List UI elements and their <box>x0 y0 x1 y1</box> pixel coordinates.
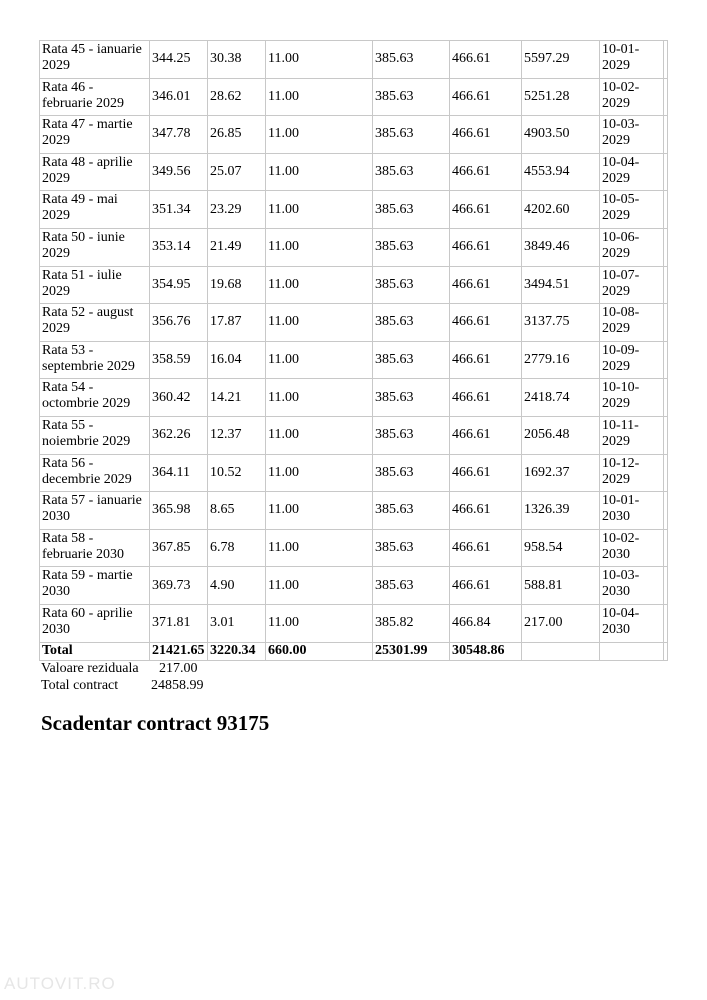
cell-c5: 466.61 <box>450 41 522 79</box>
total-c1: 21421.65 <box>150 642 208 660</box>
cell-label: Rata 52 - august 2029 <box>40 304 150 342</box>
cell-date: 10-02-2030 <box>600 529 664 567</box>
table-row <box>40 341 668 379</box>
table-row <box>40 266 668 304</box>
cell-c5: 466.61 <box>450 379 522 417</box>
cell-c4: 385.63 <box>373 379 450 417</box>
cell-c1: 346.01 <box>150 78 208 116</box>
table-row <box>40 304 668 342</box>
cell-c6: 5251.28 <box>522 78 600 116</box>
cell-date: 10-01-2030 <box>600 492 664 530</box>
cell-date: 10-09-2029 <box>600 341 664 379</box>
cell-c4: 385.63 <box>373 567 450 605</box>
total-contract-value: 24858.99 <box>151 678 204 693</box>
cell-empty <box>664 604 668 642</box>
section-heading: Scadentar contract 93175 <box>41 711 270 735</box>
cell-c6: 217.00 <box>522 604 600 642</box>
cell-c2: 16.04 <box>208 341 266 379</box>
cell-c3: 11.00 <box>266 379 373 417</box>
cell-c5: 466.61 <box>450 266 522 304</box>
cell-c1: 371.81 <box>150 604 208 642</box>
cell-date: 10-04-2030 <box>600 604 664 642</box>
cell-c6: 4903.50 <box>522 116 600 154</box>
cell-c3: 11.00 <box>266 341 373 379</box>
cell-c3: 11.00 <box>266 529 373 567</box>
cell-empty <box>664 228 668 266</box>
cell-c4: 385.63 <box>373 304 450 342</box>
total-c3: 660.00 <box>266 642 373 660</box>
cell-date: 10-12-2029 <box>600 454 664 492</box>
cell-c5: 466.61 <box>450 304 522 342</box>
cell-empty <box>664 416 668 454</box>
total-label: Total <box>40 642 150 660</box>
cell-c4: 385.82 <box>373 604 450 642</box>
cell-empty <box>664 379 668 417</box>
cell-c2: 21.49 <box>208 228 266 266</box>
cell-label: Rata 46 - februarie 2029 <box>40 78 150 116</box>
table-row <box>40 416 668 454</box>
cell-c6: 3137.75 <box>522 304 600 342</box>
cell-label: Rata 53 - septembrie 2029 <box>40 341 150 379</box>
cell-c3: 11.00 <box>266 304 373 342</box>
cell-c2: 25.07 <box>208 153 266 191</box>
table-row <box>40 78 668 116</box>
cell-c6: 4553.94 <box>522 153 600 191</box>
cell-date: 10-10-2029 <box>600 379 664 417</box>
cell-c1: 369.73 <box>150 567 208 605</box>
cell-c1: 344.25 <box>150 41 208 79</box>
cell-c2: 10.52 <box>208 454 266 492</box>
cell-date: 10-06-2029 <box>600 228 664 266</box>
cell-label: Rata 49 - mai 2029 <box>40 191 150 229</box>
cell-c2: 4.90 <box>208 567 266 605</box>
cell-c2: 6.78 <box>208 529 266 567</box>
cell-c2: 8.65 <box>208 492 266 530</box>
cell-c1: 364.11 <box>150 454 208 492</box>
cell-c1: 347.78 <box>150 116 208 154</box>
cell-label: Rata 56 - decembrie 2029 <box>40 454 150 492</box>
cell-empty <box>522 642 600 660</box>
cell-empty <box>664 492 668 530</box>
table-row <box>40 41 668 79</box>
cell-c4: 385.63 <box>373 529 450 567</box>
cell-c5: 466.61 <box>450 454 522 492</box>
cell-c4: 385.63 <box>373 454 450 492</box>
cell-c5: 466.84 <box>450 604 522 642</box>
residual-value-row <box>41 660 204 677</box>
cell-label: Rata 51 - iulie 2029 <box>40 266 150 304</box>
table-row <box>40 191 668 229</box>
cell-c5: 466.61 <box>450 416 522 454</box>
table-row <box>40 228 668 266</box>
cell-c2: 3.01 <box>208 604 266 642</box>
total-c4: 25301.99 <box>373 642 450 660</box>
cell-label: Rata 58 - februarie 2030 <box>40 529 150 567</box>
cell-empty <box>664 304 668 342</box>
cell-date: 10-05-2029 <box>600 191 664 229</box>
cell-c2: 19.68 <box>208 266 266 304</box>
cell-c6: 2779.16 <box>522 341 600 379</box>
cell-label: Rata 55 - noiembrie 2029 <box>40 416 150 454</box>
cell-empty <box>664 341 668 379</box>
cell-date: 10-07-2029 <box>600 266 664 304</box>
cell-c6: 5597.29 <box>522 41 600 79</box>
cell-c3: 11.00 <box>266 266 373 304</box>
cell-date: 10-03-2029 <box>600 116 664 154</box>
residual-value: 217.00 <box>159 661 198 676</box>
cell-c5: 466.61 <box>450 116 522 154</box>
cell-c3: 11.00 <box>266 41 373 79</box>
cell-label: Rata 54 - octombrie 2029 <box>40 379 150 417</box>
cell-empty <box>664 567 668 605</box>
cell-c6: 4202.60 <box>522 191 600 229</box>
cell-empty <box>664 266 668 304</box>
cell-c4: 385.63 <box>373 228 450 266</box>
cell-c1: 367.85 <box>150 529 208 567</box>
cell-c3: 11.00 <box>266 492 373 530</box>
cell-c5: 466.61 <box>450 341 522 379</box>
cell-c5: 466.61 <box>450 153 522 191</box>
cell-empty <box>664 78 668 116</box>
cell-empty <box>664 529 668 567</box>
cell-c5: 466.61 <box>450 567 522 605</box>
cell-c5: 466.61 <box>450 191 522 229</box>
cell-empty <box>664 41 668 79</box>
cell-label: Rata 57 - ianuarie 2030 <box>40 492 150 530</box>
cell-c1: 362.26 <box>150 416 208 454</box>
table-row <box>40 116 668 154</box>
cell-c1: 354.95 <box>150 266 208 304</box>
table-row <box>40 529 668 567</box>
cell-c6: 3849.46 <box>522 228 600 266</box>
table-row <box>40 153 668 191</box>
payment-schedule-table <box>39 40 668 661</box>
cell-c1: 349.56 <box>150 153 208 191</box>
cell-c5: 466.61 <box>450 492 522 530</box>
cell-c4: 385.63 <box>373 341 450 379</box>
cell-c4: 385.63 <box>373 191 450 229</box>
cell-c1: 358.59 <box>150 341 208 379</box>
cell-c2: 28.62 <box>208 78 266 116</box>
cell-label: Rata 45 - ianuarie 2029 <box>40 41 150 79</box>
cell-c4: 385.63 <box>373 492 450 530</box>
cell-c2: 12.37 <box>208 416 266 454</box>
cell-c6: 958.54 <box>522 529 600 567</box>
cell-c1: 351.34 <box>150 191 208 229</box>
cell-label: Rata 47 - martie 2029 <box>40 116 150 154</box>
cell-c2: 23.29 <box>208 191 266 229</box>
cell-c5: 466.61 <box>450 78 522 116</box>
cell-label: Rata 48 - aprilie 2029 <box>40 153 150 191</box>
cell-c3: 11.00 <box>266 454 373 492</box>
total-contract-row <box>41 677 204 694</box>
cell-c4: 385.63 <box>373 416 450 454</box>
cell-c6: 2418.74 <box>522 379 600 417</box>
table-row <box>40 492 668 530</box>
cell-label: Rata 50 - iunie 2029 <box>40 228 150 266</box>
cell-date: 10-11-2029 <box>600 416 664 454</box>
cell-c6: 588.81 <box>522 567 600 605</box>
payment-schedule-body <box>40 41 668 661</box>
cell-c3: 11.00 <box>266 78 373 116</box>
total-contract-label: Total contract <box>41 678 119 693</box>
cell-empty <box>664 116 668 154</box>
cell-c2: 26.85 <box>208 116 266 154</box>
cell-c1: 360.42 <box>150 379 208 417</box>
cell-c5: 466.61 <box>450 228 522 266</box>
cell-empty <box>600 642 664 660</box>
total-row <box>40 642 668 660</box>
table-row <box>40 379 668 417</box>
cell-empty <box>664 153 668 191</box>
cell-c2: 17.87 <box>208 304 266 342</box>
cell-c3: 11.00 <box>266 567 373 605</box>
cell-c4: 385.63 <box>373 153 450 191</box>
table-row <box>40 454 668 492</box>
cell-date: 10-08-2029 <box>600 304 664 342</box>
contract-summary <box>41 660 204 694</box>
table-row <box>40 604 668 642</box>
cell-c4: 385.63 <box>373 116 450 154</box>
cell-c4: 385.63 <box>373 78 450 116</box>
cell-c6: 1692.37 <box>522 454 600 492</box>
total-c5: 30548.86 <box>450 642 522 660</box>
cell-date: 10-03-2030 <box>600 567 664 605</box>
cell-label: Rata 60 - aprilie 2030 <box>40 604 150 642</box>
cell-c1: 365.98 <box>150 492 208 530</box>
cell-date: 10-02-2029 <box>600 78 664 116</box>
cell-c4: 385.63 <box>373 41 450 79</box>
cell-c5: 466.61 <box>450 529 522 567</box>
cell-c4: 385.63 <box>373 266 450 304</box>
cell-c6: 3494.51 <box>522 266 600 304</box>
cell-c6: 1326.39 <box>522 492 600 530</box>
cell-empty <box>664 454 668 492</box>
table-row <box>40 567 668 605</box>
watermark-logo: AUTOVIT.RO <box>4 974 116 993</box>
cell-c1: 353.14 <box>150 228 208 266</box>
cell-c3: 11.00 <box>266 191 373 229</box>
cell-c2: 30.38 <box>208 41 266 79</box>
cell-c2: 14.21 <box>208 379 266 417</box>
residual-value-label: Valoare reziduala <box>41 661 139 676</box>
cell-c3: 11.00 <box>266 116 373 154</box>
cell-c6: 2056.48 <box>522 416 600 454</box>
cell-c1: 356.76 <box>150 304 208 342</box>
total-c2: 3220.34 <box>208 642 266 660</box>
cell-date: 10-01-2029 <box>600 41 664 79</box>
cell-c3: 11.00 <box>266 153 373 191</box>
cell-date: 10-04-2029 <box>600 153 664 191</box>
cell-c3: 11.00 <box>266 604 373 642</box>
cell-c3: 11.00 <box>266 416 373 454</box>
cell-label: Rata 59 - martie 2030 <box>40 567 150 605</box>
cell-empty <box>664 642 668 660</box>
cell-c3: 11.00 <box>266 228 373 266</box>
cell-empty <box>664 191 668 229</box>
